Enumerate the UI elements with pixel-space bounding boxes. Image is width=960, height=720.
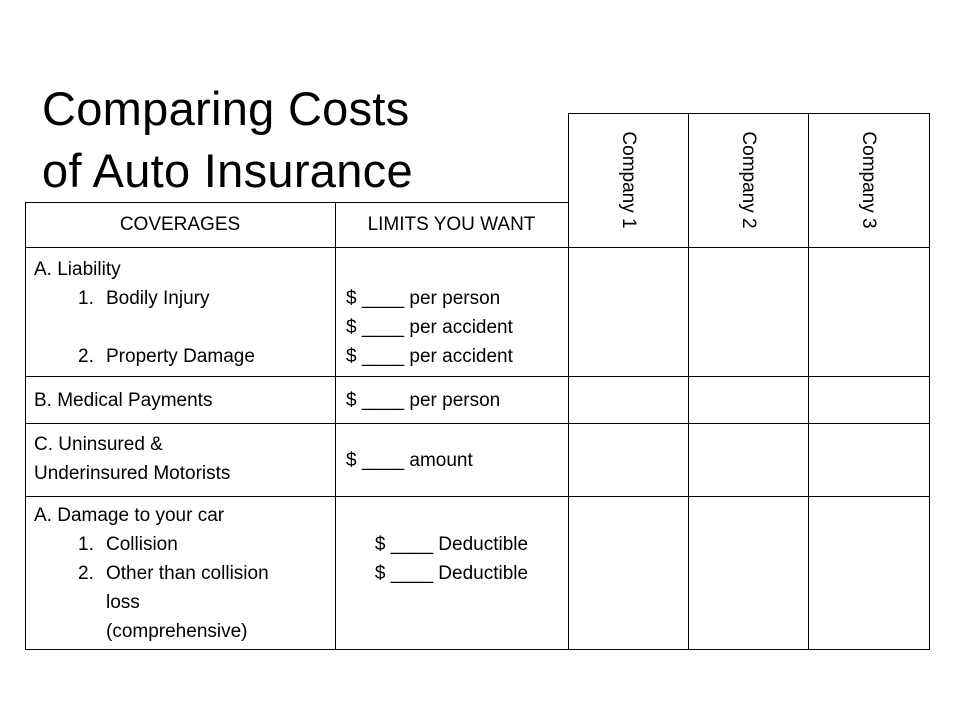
grid-line: [25, 496, 930, 497]
grid-line: [25, 247, 930, 248]
uninsured-limit: $ ____ amount: [346, 450, 473, 471]
grid-line: [25, 202, 568, 203]
header-company-1: Company 1: [618, 131, 639, 229]
damage-limits: [335, 530, 568, 588]
header-company-2: Company 2: [738, 131, 759, 229]
damage-item-other: 2. Other than collision: [78, 563, 269, 584]
liability-item-property-damage: 2. Property Damage: [78, 346, 255, 367]
medical-limit: $ ____ per person: [346, 390, 501, 411]
limit-bodily-per-person: $ ____ per person: [346, 288, 501, 309]
limit-collision-deductible: $ ____ Deductible: [374, 534, 529, 555]
title-line-2: of Auto Insurance: [42, 144, 413, 197]
medical-coverage: B. Medical Payments: [34, 390, 213, 411]
damage-item-collision: 1. Collision: [78, 534, 178, 555]
grid-line: [25, 649, 930, 650]
grid-line: [25, 202, 26, 650]
grid-line: [688, 113, 689, 650]
grid-line: [25, 376, 930, 377]
title-line-1: Comparing Costs: [42, 82, 410, 135]
liability-heading: A. Liability: [34, 259, 121, 280]
grid-line: [568, 113, 930, 114]
grid-line: [808, 113, 809, 650]
uninsured-coverage: C. Uninsured & Underinsured Motorists: [34, 434, 231, 484]
limit-property-per-accident: $ ____ per accident: [346, 346, 513, 367]
header-limits: LIMITS YOU WANT: [367, 214, 536, 235]
damage-heading: A. Damage to your car: [34, 505, 225, 526]
liability-item-bodily-injury: 1. Bodily Injury: [78, 288, 210, 309]
header-company-3: Company 3: [858, 131, 879, 229]
liability-coverage: [34, 255, 332, 371]
liability-limits: [346, 284, 566, 371]
limit-comprehensive-deductible: $ ____ Deductible: [374, 563, 529, 584]
grid-line: [25, 423, 930, 424]
page-title: [42, 78, 413, 202]
grid-line: [929, 113, 930, 650]
grid-line: [568, 113, 569, 650]
header-coverages: COVERAGES: [119, 214, 241, 235]
damage-coverage: A. Damage to your car 1. Collision 2. Other than collision loss (comprehensive): [34, 501, 332, 646]
limit-bodily-per-accident: $ ____ per accident: [346, 317, 513, 338]
